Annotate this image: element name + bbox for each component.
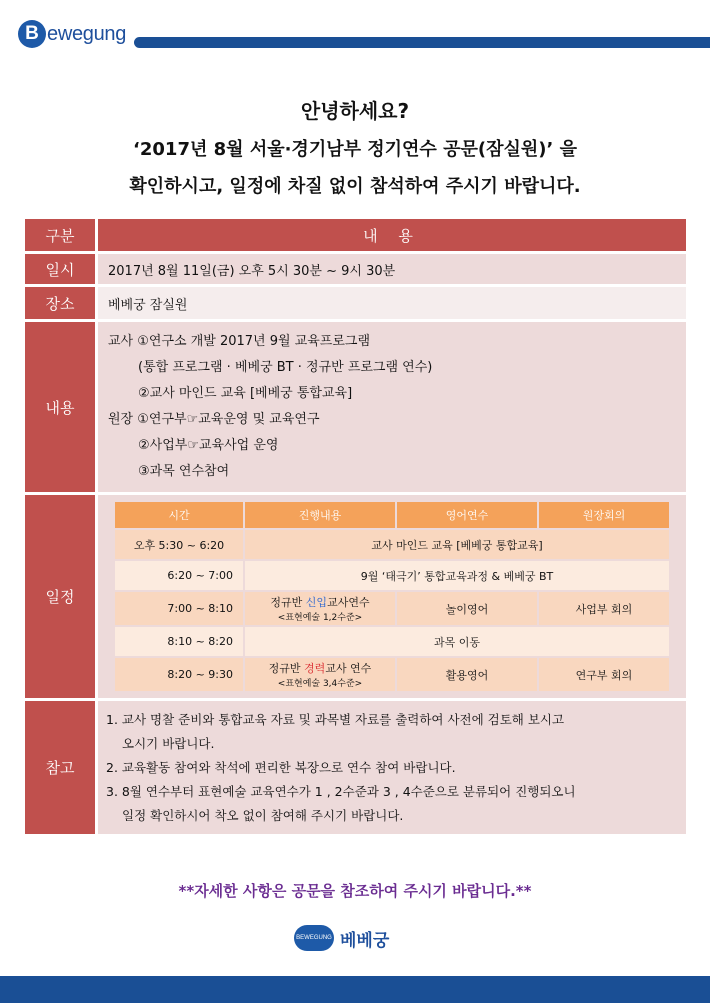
activity-cell: 교사 마인드 교육 [베베궁 통합교육] xyxy=(245,530,669,559)
content-line: (통합 프로그램 · 베베궁 BT · 정규반 프로그램 연수) xyxy=(138,360,433,375)
brand-logo xyxy=(18,20,126,48)
logo-mark: B xyxy=(18,20,46,48)
info-table xyxy=(25,219,686,837)
col-meeting: 원장회의 xyxy=(539,502,669,528)
activity-cell xyxy=(245,592,395,625)
time-cell: 6:20 ~ 7:00 xyxy=(115,561,243,590)
header-value: 내 용 xyxy=(98,219,686,251)
meeting-cell: 사업부 회의 xyxy=(539,592,669,625)
reference-line: 일정 확인하시어 착오 없이 참여해 주시기 바랍니다. xyxy=(122,807,404,823)
reference-value xyxy=(98,701,686,834)
reference-line: 1. 교사 명찰 준비와 통합교육 자료 및 과목별 자료를 출력하여 사전에 검토해 보시고 xyxy=(106,711,565,727)
english-cell: 놀이영어 xyxy=(397,592,537,625)
activity-prefix: 정규반 xyxy=(268,662,305,675)
table-row xyxy=(115,627,669,656)
english-cell: 활용영어 xyxy=(397,658,537,691)
row-content xyxy=(25,322,686,492)
row-reference xyxy=(25,701,686,834)
table-row xyxy=(115,530,669,559)
reference-line: 오시기 바랍니다. xyxy=(122,735,215,751)
row-place xyxy=(25,287,686,319)
activity-highlight: 경력 xyxy=(304,662,326,675)
table-row xyxy=(115,658,669,691)
activity-suffix: 교사 연수 xyxy=(325,662,372,675)
header-label: 구분 xyxy=(25,219,95,251)
col-activity: 진행내용 xyxy=(245,502,395,528)
greeting: 안녕하세요? xyxy=(300,99,410,123)
footer-logo xyxy=(294,925,389,951)
content-line: 원장 ①연구부☞교육운영 및 교육연구 xyxy=(108,412,320,427)
content-value xyxy=(98,322,686,492)
table-row xyxy=(115,561,669,590)
col-english: 영어연수 xyxy=(397,502,537,528)
bottom-bar xyxy=(0,976,710,1003)
content-label: 내용 xyxy=(25,322,95,492)
time-cell: 7:00 ~ 8:10 xyxy=(115,592,243,625)
activity-sub: <표현예술 1,2수준> xyxy=(277,613,363,623)
schedule-value xyxy=(98,495,686,698)
activity-prefix: 정규반 xyxy=(270,596,306,609)
date-value: 2017년 8월 11일(금) 오후 5시 30분 ~ 9시 30분 xyxy=(98,254,686,284)
place-label: 장소 xyxy=(25,287,95,319)
activity-sub: <표현예술 3,4수준> xyxy=(277,679,363,689)
headline-line-2: ‘2017년 8월 서울·경기남부 정기연수 공문(잠실원)’ 을 xyxy=(133,139,577,160)
table-header xyxy=(25,219,686,251)
row-schedule xyxy=(25,495,686,698)
footer-logo-icon: BEWEGUNG xyxy=(294,925,334,951)
schedule-table xyxy=(113,500,671,693)
content-line: 교사 ①연구소 개발 2017년 9월 교육프로그램 xyxy=(108,334,371,349)
schedule-label: 일정 xyxy=(25,495,95,698)
content-line: ②교사 마인드 교육 [베베궁 통합교육] xyxy=(138,386,353,401)
schedule-header-row xyxy=(115,502,669,528)
meeting-cell: 연구부 회의 xyxy=(539,658,669,691)
content-line: ②사업부☞교육사업 운영 xyxy=(138,438,279,453)
activity-cell: 9월 ‘태극기’ 통합교육과정 & 베베궁 BT xyxy=(245,561,669,590)
activity-cell xyxy=(245,658,395,691)
headline-line-3: 확인하시고, 일정에 차질 없이 참석하여 주시기 바랍니다. xyxy=(129,176,581,197)
reference-line: 2. 교육활동 참여와 착석에 편리한 복장으로 연수 참여 바랍니다. xyxy=(106,759,456,775)
footer-logo-text: 베베궁 xyxy=(340,930,390,951)
row-date xyxy=(25,254,686,284)
activity-suffix: 교사연수 xyxy=(327,596,370,609)
place-value: 베베궁 잠실원 xyxy=(98,287,686,319)
activity-highlight: 신입 xyxy=(305,596,328,609)
table-row xyxy=(115,592,669,625)
top-bar xyxy=(134,37,710,48)
logo-text: ewegung xyxy=(47,22,127,45)
footer-note: **자세한 사항은 공문을 참조하여 주시기 바랍니다.** xyxy=(178,882,532,900)
time-cell: 8:20 ~ 9:30 xyxy=(115,658,243,691)
time-cell: 오후 5:30 ~ 6:20 xyxy=(115,530,243,559)
time-cell: 8:10 ~ 8:20 xyxy=(115,627,243,656)
content-line: ③과목 연수참여 xyxy=(138,464,230,479)
date-label: 일시 xyxy=(25,254,95,284)
activity-cell: 과목 이동 xyxy=(245,627,669,656)
reference-label: 참고 xyxy=(25,701,95,834)
reference-line: 3. 8월 연수부터 표현예술 교육연수가 1 , 2수준과 3 , 4수준으로 분류되어 진행되오니 xyxy=(106,783,576,799)
col-time: 시간 xyxy=(115,502,243,528)
